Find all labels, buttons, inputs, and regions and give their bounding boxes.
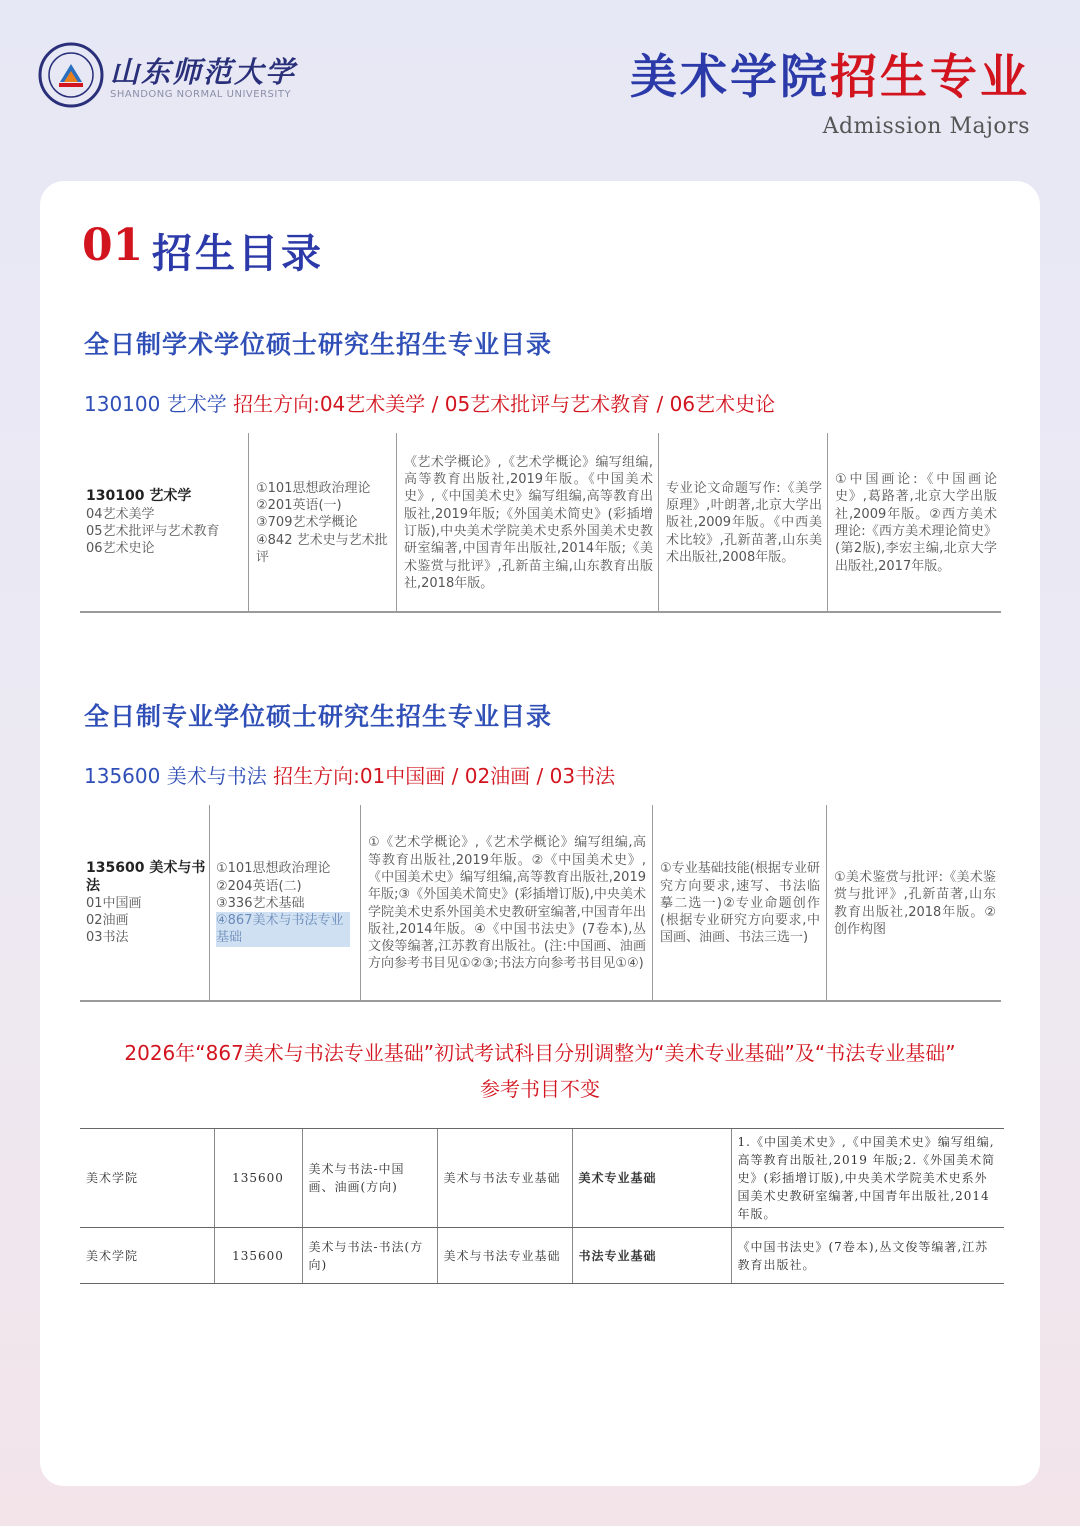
table-cell-major: 美术与书法-中国画、油画(方向) <box>302 1129 437 1228</box>
section-number: 01 <box>82 220 144 271</box>
table-cell-college: 美术学院 <box>80 1129 214 1228</box>
table-cell-code: 135600 <box>214 1228 302 1284</box>
catalog-direction: 04艺术美学 <box>86 506 155 522</box>
notice-line-2: 参考书目不变 <box>480 1077 600 1101</box>
catalog-direction: 01中国画 <box>86 895 142 911</box>
academic-catalog-row <box>80 433 1001 613</box>
exam-adjustment-table <box>80 1128 1004 1284</box>
adjustment-notice <box>60 1035 1020 1107</box>
page-title-blue: 美术学院 <box>630 50 830 105</box>
professional-major-code: 135600 美术与书法 <box>84 764 267 788</box>
table-cell-major: 美术与书法-书法(方向) <box>302 1228 437 1284</box>
table-row <box>80 1228 1004 1284</box>
table-cell-new-subject: 书法专业基础 <box>572 1228 731 1284</box>
table-cell-books: 1.《中国美术史》,《中国美术史》编写组编,高等教育出版社,2019 年版;2.《外国美术简史》(彩插增订版),中央美术学院美术史系外国美术史教研室编著,中国青年出版社,2014 年版。 <box>731 1129 1004 1228</box>
page-title-red: 招生专业 <box>830 50 1030 105</box>
professional-directions-label: 招生方向: <box>273 764 360 788</box>
catalog-exam-books: 《艺术学概论》,《艺术学概论》编写组编,高等教育出版社,2019年版。《中国美术史》,《中国美术史》编写组编,高等教育出版社,2019年版;《外国美术简史》(彩插增订版),中央美术学院美术史系外国美术史教研室编著,中国青年出版社,2014年版;《美术鉴赏与批评》,孔新苗主编,山东教育出版社,2018年版。 <box>404 454 653 591</box>
exam-subject: ③336艺术基础 <box>216 895 305 911</box>
catalog-exam-books: ①《艺术学概论》,《艺术学概论》编写组编,高等教育出版社,2019年版。②《中国美术史》,《中国美术史》编写组编,高等教育出版社,2019年版;③《外国美术简史》(彩插增订版),中央美术学院美术史系外国美术史教研室编著,中国青年出版社,2014年版。④《中国书法史》(7卷本),丛文俊等编著,江苏教育出版社。(注:中国画、油画方向参考书目见①②③;书法方向参考书目见①④) <box>368 835 646 972</box>
exam-subject: ④842 艺术史与艺术批评 <box>256 532 388 565</box>
table-cell-old-subject: 美术与书法专业基础 <box>437 1228 572 1284</box>
exam-subject: ①101思想政治理论 <box>216 861 331 877</box>
catalog-retest-books: ①中国画论:《中国画论史》,葛路著,北京大学出版社,2009年版。②西方美术理论:《西方美术理论简史》(第2版),李宏主编,北京大学出版社,2017年版。 <box>835 472 997 574</box>
exam-subject: ②201英语(一) <box>256 498 342 514</box>
catalog-exam-subjects <box>216 805 350 1002</box>
table-cell-old-subject: 美术与书法专业基础 <box>437 1129 572 1228</box>
academic-heading: 全日制学术学位硕士研究生招生专业目录 <box>84 330 553 359</box>
catalog-direction: 06艺术史论 <box>86 541 155 557</box>
professional-major-line <box>84 760 615 789</box>
table-cell-code: 135600 <box>214 1129 302 1228</box>
catalog-retest-content: 专业论文命题写作:《美学原理》,叶朗著,北京大学出版社,2009年版。《中西美术比较》,孔新苗著,山东美术出版社,2008年版。 <box>666 480 822 565</box>
table-cell-books: 《中国书法史》(7卷本),丛文俊等编著,江苏教育出版社。 <box>731 1228 1004 1284</box>
catalog-major-title: 130100 艺术学 <box>86 488 192 505</box>
catalog-direction: 05艺术批评与艺术教育 <box>86 524 220 539</box>
professional-heading: 全日制专业学位硕士研究生招生专业目录 <box>84 702 553 731</box>
catalog-exam-subjects <box>256 433 392 613</box>
catalog-retest-content: ①专业基础技能(根据专业研究方向要求,速写、书法临摹二选一)②专业命题创作(根据专业研究方向要求,中国画、油画、书法三选一) <box>660 861 820 946</box>
page-title <box>630 40 1030 107</box>
catalog-major-title: 135600 美术与书法 <box>86 860 206 894</box>
exam-subject: ①101思想政治理论 <box>256 480 371 496</box>
catalog-retest-books: ①美术鉴赏与批评:《美术鉴赏与批评》,孔新苗著,山东教育出版社,2018年版。②创作构图 <box>834 869 996 937</box>
catalog-major-cell <box>86 805 206 1002</box>
academic-major-code: 130100 艺术学 <box>84 392 227 416</box>
catalog-direction: 03书法 <box>86 930 129 946</box>
catalog-major-cell <box>86 433 246 613</box>
university-name-en: SHANDONG NORMAL UNIVERSITY <box>110 89 292 100</box>
university-logo-seal-icon <box>38 42 104 108</box>
academic-major-line <box>84 388 775 417</box>
academic-directions: 04艺术美学 / 05艺术批评与艺术教育 / 06艺术史论 <box>319 392 776 416</box>
catalog-direction: 02油画 <box>86 913 129 929</box>
table-cell-new-subject: 美术专业基础 <box>572 1129 731 1228</box>
exam-subject: ③709艺术学概论 <box>256 515 358 531</box>
professional-catalog-row <box>80 805 1001 1002</box>
notice-line-1: 2026年“867美术与书法专业基础”初试考试科目分别调整为“美术专业基础”及“书法专业基础” <box>124 1041 956 1065</box>
exam-subject: ②204英语(二) <box>216 878 302 894</box>
university-name-cn: 山东师范大学 <box>110 55 297 89</box>
section-title: 招生目录 <box>152 231 324 277</box>
academic-directions-label: 招生方向: <box>233 392 320 416</box>
table-row <box>80 1129 1004 1228</box>
page-subtitle: Admission Majors <box>822 114 1030 139</box>
table-cell-college: 美术学院 <box>80 1228 214 1284</box>
exam-subject-highlighted: ④867美术与书法专业基础 <box>216 912 350 947</box>
professional-directions: 01中国画 / 02油画 / 03书法 <box>359 764 616 788</box>
